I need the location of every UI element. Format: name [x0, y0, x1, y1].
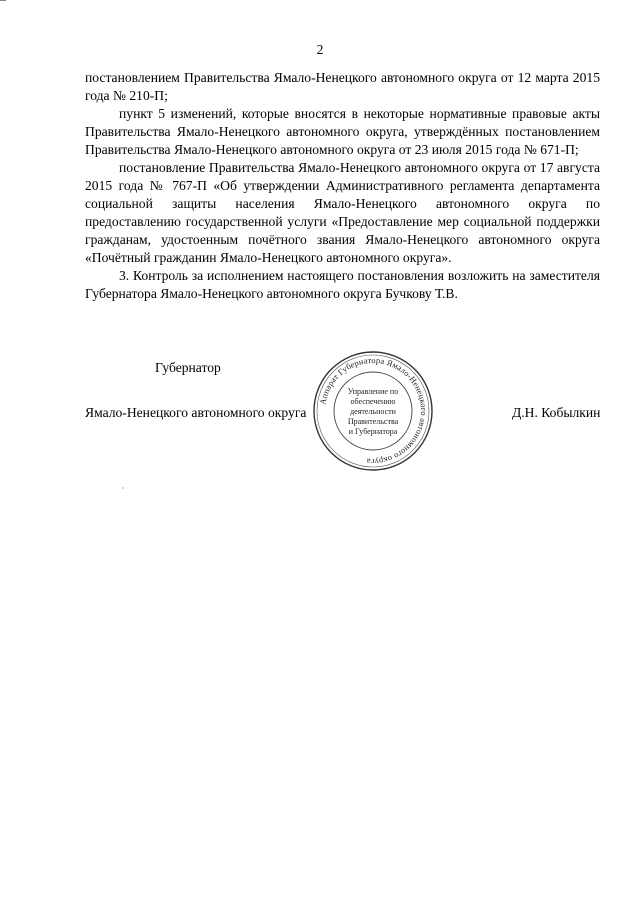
signature-region: Ямало-Ненецкого автономного округа	[85, 405, 307, 420]
signature-name: Д.Н. Кобылкин	[512, 405, 601, 420]
seal-ring-text: Аппарат Губернатора Ямало-Ненецкого автономного округа	[318, 355, 429, 467]
seal-center-line: и Губернатора	[348, 427, 398, 436]
paragraph-resolution-210: постановлением Правительства Ямало-Ненецкого автономного округа от 12 марта 2015 года № 210-П;	[85, 70, 600, 103]
seal-center-line: деятельности	[350, 407, 396, 416]
seal-center-line: Правительства	[347, 417, 399, 426]
scan-mark	[0, 0, 6, 5]
seal-center-line: обеспечению	[350, 397, 396, 406]
page-number: 2	[316, 42, 324, 57]
paragraph-control-clause: 3. Контроль за исполнением настоящего постановления возложить на заместителя Губернатора Ямало-Ненецкого автономного округа Бучкову Т.В.	[85, 268, 600, 301]
signature-title: Губернатор	[155, 360, 221, 375]
paragraph-resolution-767: постановление Правительства Ямало-Ненецкого автономного округа от 17 августа 2015 года № 767-П «Об утверждении Административного регламента департамента социальной защиты населения Ямало-Ненецкого автономного округа по предоставлению государственной услуги «Предоставление мер социальной поддержки гражданам, удостоенным почётного звания Ямало-Ненецкого автономного округа «Почётный гражданин Ямало-Ненецкого автономного округа».	[85, 160, 600, 265]
seal-center-line: Управление по	[347, 387, 399, 396]
paragraph-item-5-changes: пункт 5 изменений, которые вносятся в некоторые нормативные правовые акты Правительства Ямало-Ненецкого автономного округа, утверждённых постановлением Правительства Ямало-Ненецкого автономного округа от 23 июля 2015 года № 671-П;	[85, 106, 600, 157]
body-text	[85, 69, 600, 303]
seal-graphic	[312, 350, 434, 472]
scan-speck	[122, 487, 124, 489]
official-seal	[312, 350, 434, 472]
